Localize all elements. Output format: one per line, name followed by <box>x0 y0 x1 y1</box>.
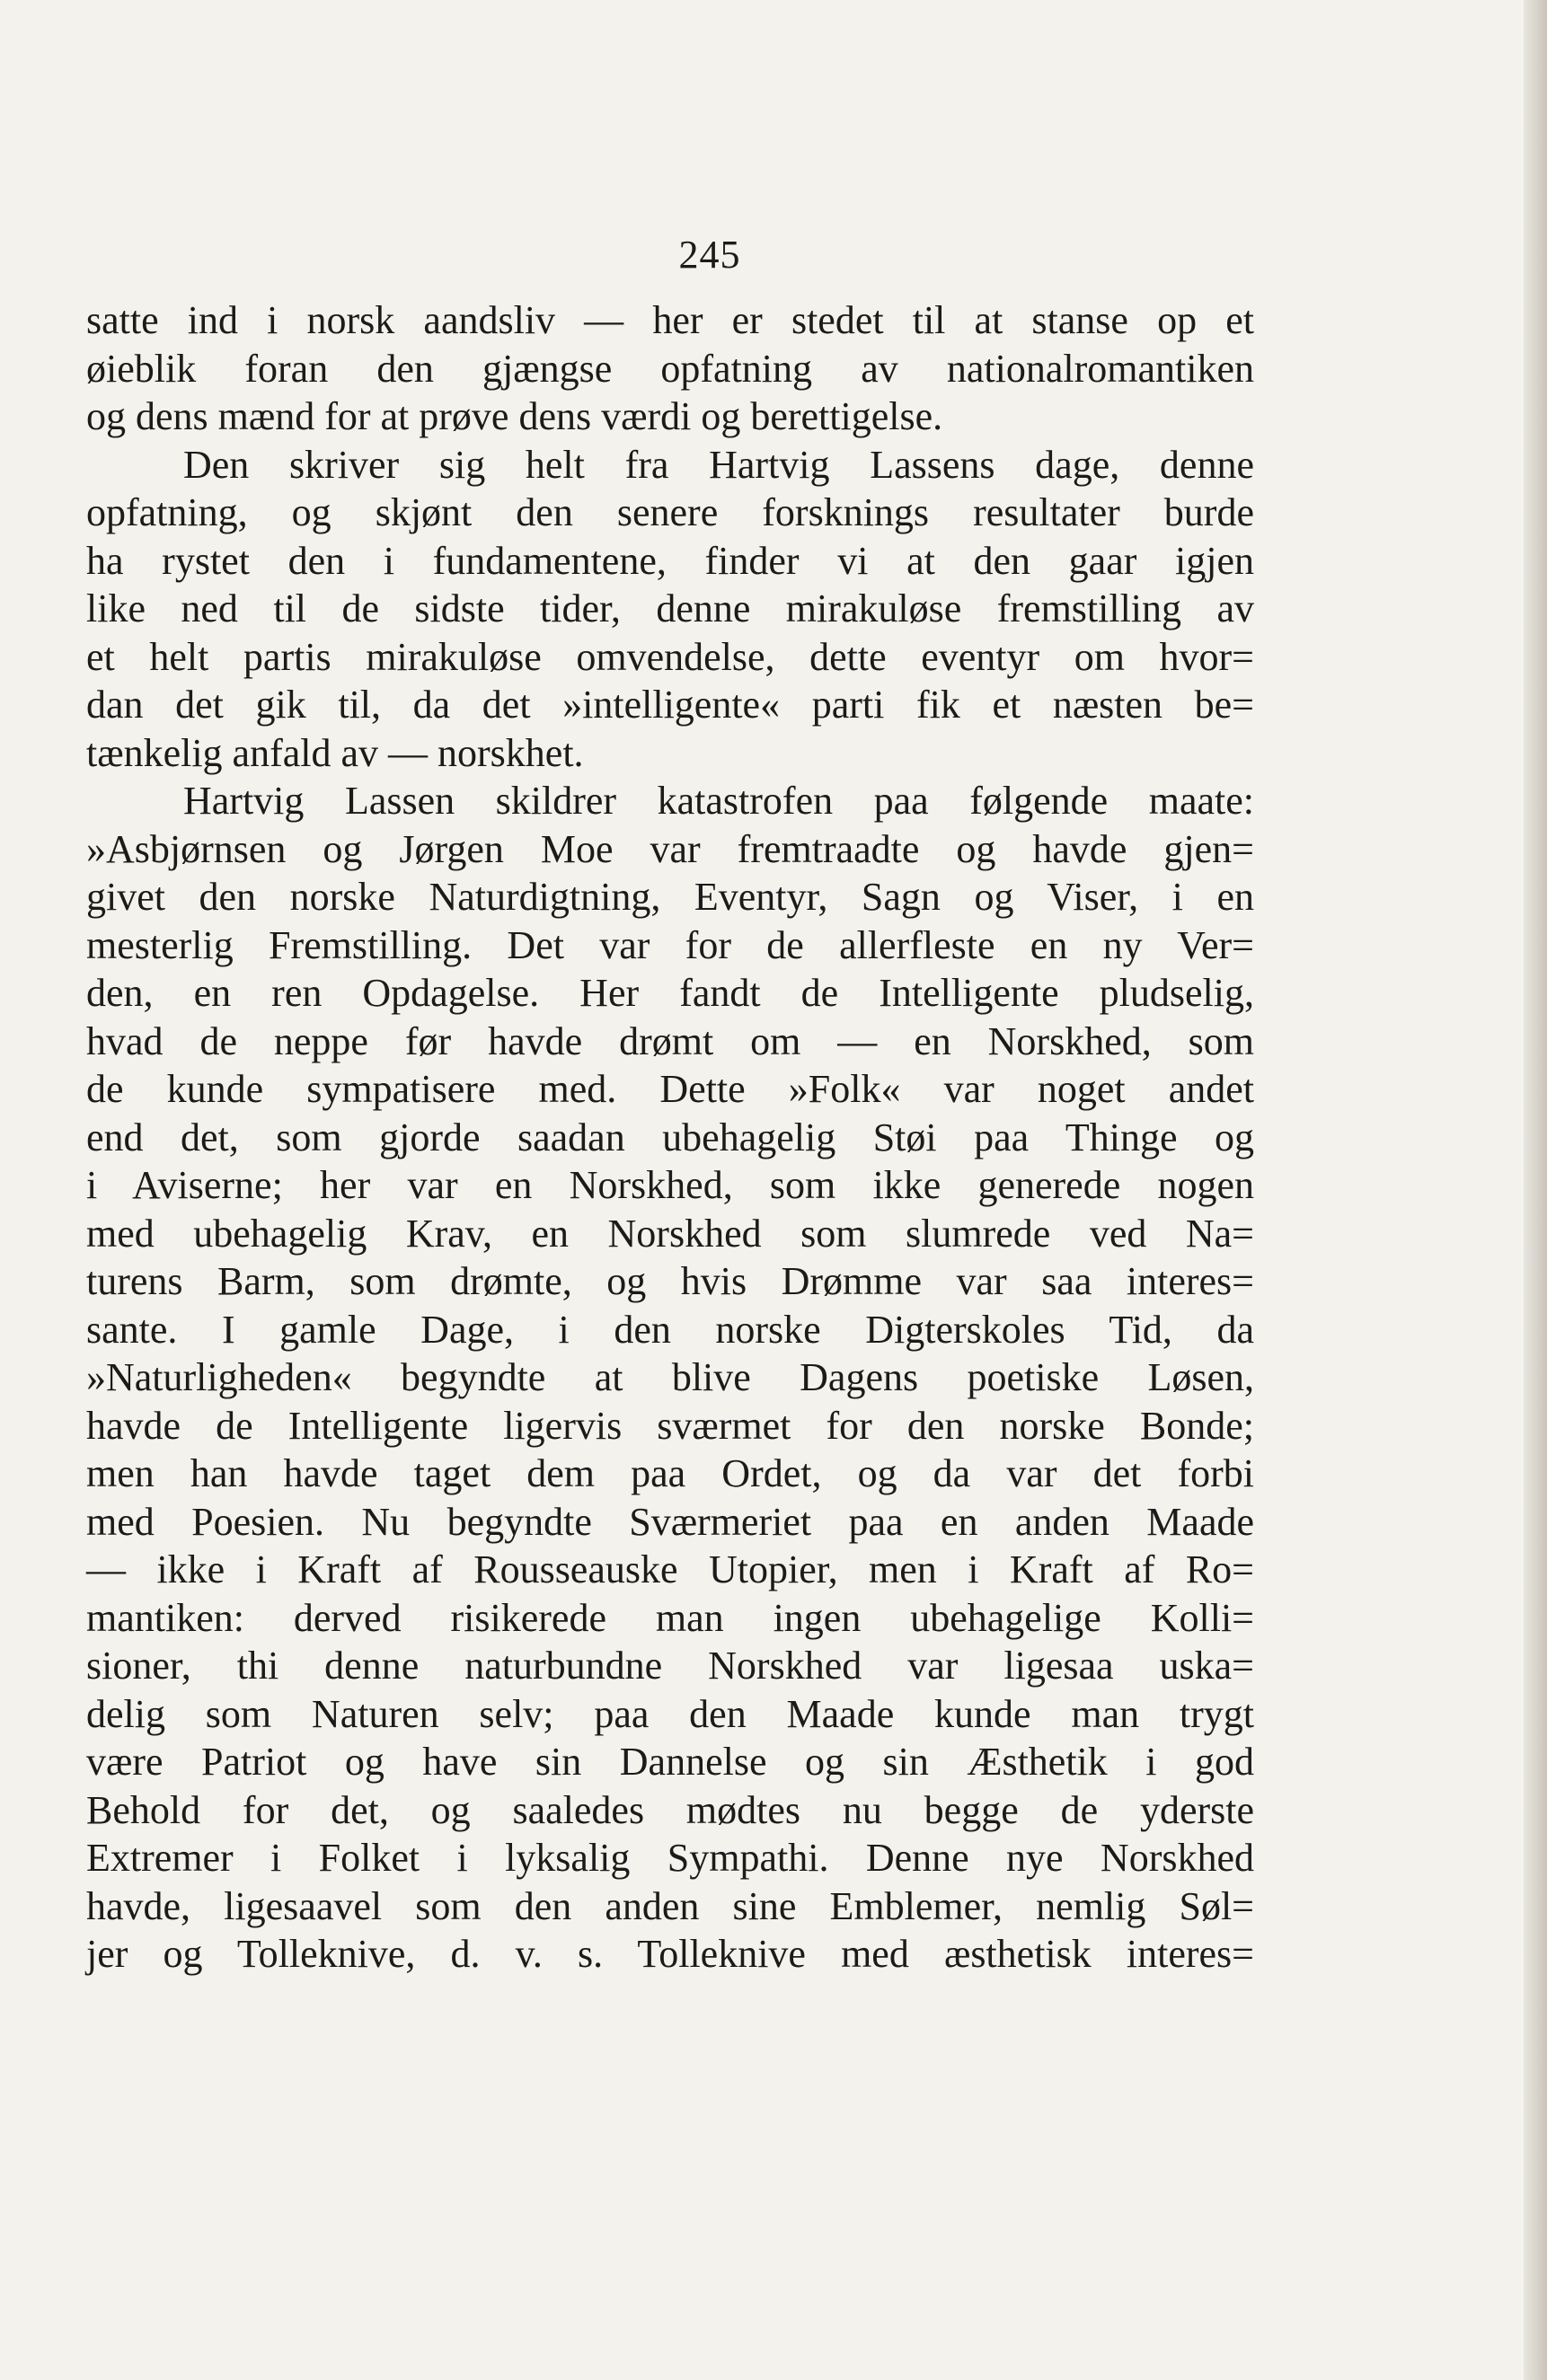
text-line: et helt partis mirakuløse omvendelse, dette eventyr om hvor= <box>86 634 1254 679</box>
text-line: Extremer i Folket i lyksalig Sympathi. Denne nye Norskhed <box>86 1836 1254 1880</box>
text-line: ha rystet den i fundamentene, finder vi at den gaar igjen <box>86 538 1254 583</box>
text-line: i Aviserne; her var en Norskhed, som ikke generede nogen <box>86 1163 1254 1207</box>
text-line: satte ind i norsk aandsliv — her er stedet til at stanse op et <box>86 298 1254 342</box>
text-line: de kunde sympatisere med. Dette »Folk« var noget andet <box>86 1067 1254 1111</box>
text-line: med ubehagelig Krav, en Norskhed som slumrede ved Na= <box>86 1211 1254 1256</box>
text-line: »Asbjørnsen og Jørgen Moe var fremtraadte og havde gjen= <box>86 826 1254 871</box>
text-line: like ned til de sidste tider, denne mirakuløse fremstilling av <box>86 586 1254 630</box>
text-line: end det, som gjorde saadan ubehagelig Støi paa Thinge og <box>86 1115 1254 1159</box>
text-line: tænkelig anfald av — norskhet. <box>86 730 584 775</box>
text-line: øieblik foran den gjængse opfatning av nationalromantiken <box>86 346 1254 391</box>
body-text <box>86 296 1254 1979</box>
text-line: havde, ligesaavel som den anden sine Emblemer, nemlig Søl= <box>86 1883 1254 1928</box>
text-line: og dens mænd for at prøve dens værdi og berettigelse. <box>86 394 943 438</box>
text-line: dan det gik til, da det »intelligente« parti fik et næsten be= <box>86 683 1254 727</box>
text-line: Hartvig Lassen skildrer katastrofen paa følgende maate: <box>183 779 1254 823</box>
text-line: være Patriot og have sin Dannelse og sin Æsthetik i god <box>86 1740 1254 1784</box>
text-line: Den skriver sig helt fra Hartvig Lassens dage, denne <box>183 442 1254 487</box>
text-line: hvad de neppe før havde drømt om — en Norskhed, som <box>86 1018 1254 1063</box>
text-line: opfatning, og skjønt den senere forsknings resultater burde <box>86 490 1254 534</box>
text-line: givet den norske Naturdigtning, Eventyr, Sagn og Viser, i en <box>86 875 1254 919</box>
text-line: turens Barm, som drømte, og hvis Drømme var saa interes= <box>86 1259 1254 1303</box>
text-line: men han havde taget dem paa Ordet, og da var det forbi <box>86 1451 1254 1495</box>
text-line: sioner, thi denne naturbundne Norskhed var ligesaa uska= <box>86 1644 1254 1688</box>
text-line: mesterlig Fremstilling. Det var for de allerfleste en ny Ver= <box>86 922 1254 967</box>
text-line: Behold for det, og saaledes mødtes nu begge de yderste <box>86 1787 1254 1832</box>
text-line: med Poesien. Nu begyndte Sværmeriet paa en anden Maade <box>86 1499 1254 1544</box>
text-line: den, en ren Opdagelse. Her fandt de Intelligente pludselig, <box>86 971 1254 1015</box>
text-line: jer og Tolleknive, d. v. s. Tolleknive med æsthetisk interes= <box>86 1932 1254 1976</box>
text-line: mantiken: derved risikerede man ingen ubehagelige Kolli= <box>86 1595 1254 1640</box>
text-line: — ikke i Kraft af Rousseauske Utopier, men i Kraft af Ro= <box>86 1547 1254 1591</box>
text-line: »Naturligheden« begyndte at blive Dagens poetiske Løsen, <box>86 1355 1254 1399</box>
page-edge-shadow <box>1524 0 1547 2380</box>
text-line: delig som Naturen selv; paa den Maade kunde man trygt <box>86 1691 1254 1736</box>
text-line: havde de Intelligente ligervis sværmet for den norske Bonde; <box>86 1403 1254 1448</box>
page-number: 245 <box>678 233 741 277</box>
text-line: sante. I gamle Dage, i den norske Digterskoles Tid, da <box>86 1307 1254 1352</box>
